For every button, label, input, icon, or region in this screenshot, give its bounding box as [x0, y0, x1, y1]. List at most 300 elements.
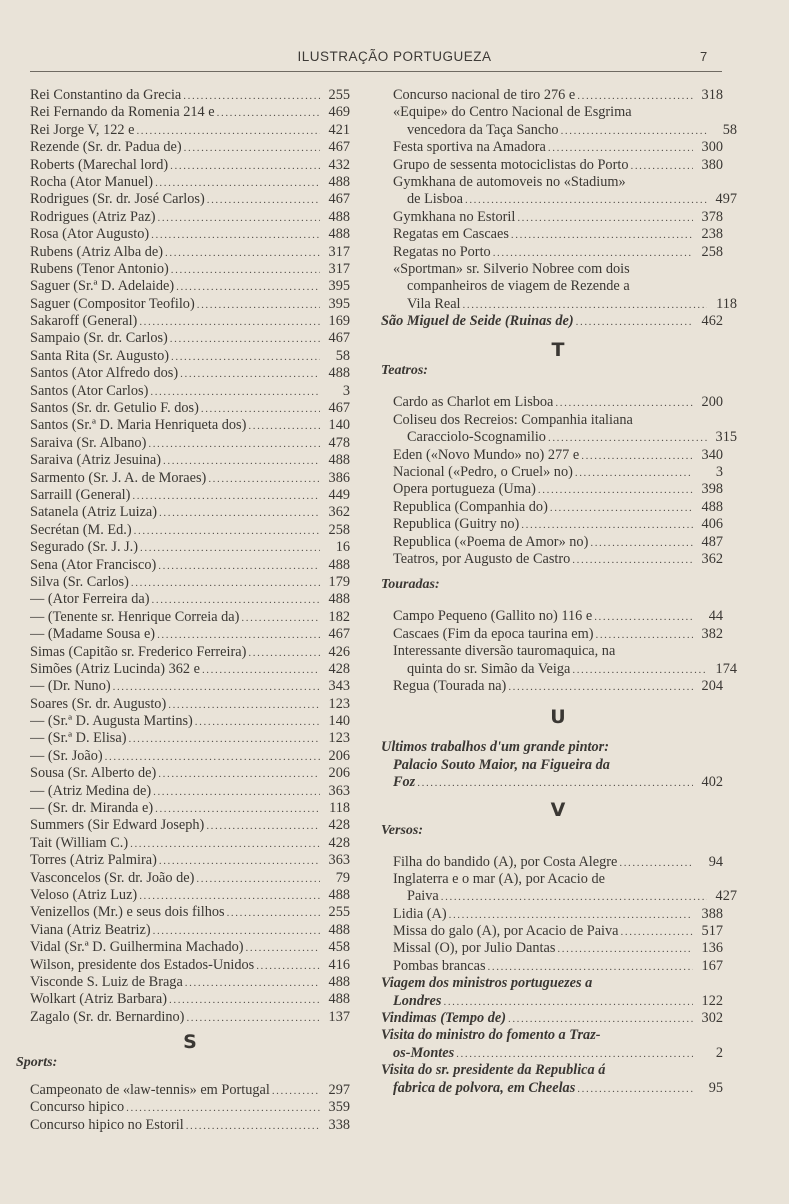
index-entry: [393, 139, 723, 156]
entry-label: Cardo as Charlot em Lisboa: [393, 394, 554, 411]
entry-page: 94: [708, 853, 723, 870]
leader-dots: [181, 88, 320, 105]
entry-label: Santos (Ator Alfredo dos): [30, 365, 179, 382]
entry-page: 123: [328, 730, 350, 747]
entry-label: Veloso (Atriz Luz): [30, 886, 138, 903]
entry-label: Sarmento (Sr. J. A. de Moraes): [30, 469, 207, 486]
index-entry: [393, 958, 723, 975]
index-entry: [30, 400, 350, 417]
leader-dots: [225, 905, 320, 922]
leader-dots: [588, 535, 693, 552]
index-entry: [393, 923, 723, 940]
leader-dots: [246, 645, 320, 662]
leader-dots: [506, 1011, 693, 1028]
index-entry: [30, 139, 350, 156]
index-entry: [30, 87, 350, 104]
entry-page: 200: [701, 394, 723, 411]
index-entry: [393, 481, 723, 498]
entry-label: Missal (O), por Julio Dantas: [393, 940, 556, 957]
index-entry: [393, 534, 723, 551]
leader-dots: [151, 784, 320, 801]
entry-label: quinta do sr. Simão da Veiga: [407, 660, 571, 677]
leader-dots: [146, 436, 320, 453]
index-entry: [393, 122, 737, 139]
leader-dots: [111, 679, 320, 696]
entry-label: Grupo de sessenta motociclistas do Porto: [393, 156, 629, 173]
entry-page: 488: [328, 921, 350, 938]
index-entry: [30, 765, 350, 782]
entry-label: Coliseu dos Recreios: Companhia italiana: [393, 411, 633, 428]
index-entry: [393, 447, 723, 464]
leader-dots: [184, 1118, 320, 1135]
leader-dots: [183, 975, 320, 992]
entry-page: 3: [715, 464, 723, 481]
section-heading-teatros: Teatros:: [381, 363, 428, 379]
section-letter-v: V: [550, 798, 566, 821]
entry-label: «Sportman» sr. Silverio Nobree com dois: [393, 260, 630, 277]
index-entry: [30, 417, 350, 434]
entry-page: 487: [701, 533, 723, 550]
entry-label: Lidia (A): [393, 905, 447, 922]
entry-label: Saguer (Compositor Teofilo): [30, 295, 195, 312]
leader-dots: [178, 366, 320, 383]
entry-page: 123: [328, 695, 350, 712]
entry-label: de Lisboa: [407, 191, 463, 208]
leader-dots: [168, 158, 320, 175]
entry-label: — (Ator Ferreira da): [30, 591, 150, 608]
leader-dots: [239, 610, 320, 627]
index-entry: [30, 904, 350, 921]
entry-page: 140: [328, 417, 350, 434]
index-entry: [30, 626, 350, 643]
leader-dots: [619, 924, 693, 941]
entry-page: 398: [701, 481, 723, 498]
entry-page: 238: [701, 226, 723, 243]
index-entry: [30, 991, 350, 1008]
index-entry: [30, 348, 350, 365]
entry-label: Santos (Sr. dr. Getulio F. dos): [30, 400, 199, 417]
leader-dots: [199, 401, 320, 418]
leader-dots: [103, 749, 320, 766]
leader-dots: [447, 907, 693, 924]
entry-label: Sena (Ator Francisco): [30, 556, 157, 573]
leader-dots: [254, 958, 320, 975]
index-entry: [30, 574, 350, 591]
entry-label: Santos (Sr.ª D. Maria Henriqueta dos): [30, 417, 247, 434]
entry-label: Saraiva (Atriz Jesuina): [30, 452, 162, 469]
entry-page: 122: [701, 992, 723, 1009]
index-entry: [30, 296, 350, 313]
entry-page: 255: [328, 87, 350, 103]
index-entry: [30, 122, 350, 139]
leader-dots: [194, 871, 320, 888]
leader-dots: [193, 714, 320, 731]
leader-dots: [195, 297, 320, 314]
leader-dots: [184, 1010, 320, 1027]
entry-page: 95: [708, 1079, 723, 1096]
entry-page: 488: [328, 173, 350, 190]
leader-dots: [200, 662, 320, 679]
entry-label: Palacio Souto Maior, na Figueira da: [393, 756, 610, 773]
entry-label: Sarraill (General): [30, 486, 131, 503]
entry-label: Caracciolo-Scognamilio: [407, 429, 546, 446]
entry-label: — (Sr. João): [30, 747, 103, 764]
leader-dots: [559, 123, 707, 140]
entry-page: 2: [715, 1044, 723, 1061]
leader-dots: [546, 140, 693, 157]
index-entry: [393, 888, 737, 905]
entry-page: 169: [328, 313, 350, 330]
leader-dots: [506, 679, 693, 696]
entry-label: Rei Constantino da Grecia: [30, 87, 182, 103]
entry-page: 488: [328, 226, 350, 243]
entry-page: 362: [701, 550, 723, 567]
entry-page: 426: [328, 643, 350, 660]
leader-dots: [124, 1100, 320, 1117]
entry-page: 167: [701, 957, 723, 974]
entry-label: Roberts (Marechal lord): [30, 156, 169, 173]
leader-dots: [486, 959, 693, 976]
entry-label: Londres: [393, 992, 442, 1009]
entry-page: 488: [328, 591, 350, 608]
leader-dots: [628, 158, 693, 175]
entry-page: 343: [328, 678, 350, 695]
section-heading-touradas: Touradas:: [381, 577, 440, 593]
index-entry: [30, 557, 350, 574]
index-entry: [393, 429, 737, 446]
index-entry: [30, 748, 350, 765]
entry-label: Republica (Companhia do): [393, 498, 548, 515]
entry-label: Visconde S. Luiz de Braga: [30, 973, 183, 990]
entry-page: 469: [328, 104, 350, 121]
entry-page: 297: [328, 1082, 350, 1099]
entry-label: Soares (Sr. dr. Augusto): [30, 695, 167, 712]
entry-label: Campo Pequeno (Gallito no) 116 e: [393, 608, 593, 625]
entry-label: Torres (Atriz Palmira): [30, 852, 157, 869]
entry-page: 317: [328, 243, 350, 260]
leader-dots: [153, 175, 320, 192]
section-letter-u: U: [550, 706, 566, 729]
entry-page: 449: [328, 486, 350, 503]
entry-label: Simas (Capitão sr. Frederico Ferreira): [30, 643, 247, 660]
entry-label: Wolkart (Atriz Barbara): [30, 991, 167, 1008]
index-entry-line: [393, 871, 723, 888]
entry-page: 395: [328, 295, 350, 312]
entry-page: 488: [328, 973, 350, 990]
index-entry: [381, 1010, 723, 1027]
entry-label: Venizellos (Mr.) e seus dois filhos: [30, 904, 225, 921]
entry-page: 300: [701, 139, 723, 156]
entry-label: — (Dr. Nuno): [30, 678, 111, 695]
index-entry: [30, 174, 350, 191]
leader-dots: [138, 540, 320, 557]
entry-page: 258: [701, 243, 723, 260]
leader-dots: [553, 395, 693, 412]
leader-dots: [246, 418, 320, 435]
index-entry: [30, 226, 350, 243]
entry-label: Rubens (Atriz Alba de): [30, 243, 164, 260]
entry-page: 478: [328, 434, 350, 451]
entry-label: Inglaterra e o mar (A), por Acacio de: [393, 870, 605, 887]
entry-page: 428: [328, 660, 350, 677]
leader-dots: [126, 731, 320, 748]
entry-page: 488: [701, 498, 723, 515]
entry-label: Eden («Novo Mundo» no) 277 e: [393, 446, 580, 463]
entry-label: Sousa (Sr. Alberto de): [30, 765, 157, 782]
entry-label: Vasconcelos (Sr. dr. João de): [30, 869, 195, 886]
leader-dots: [153, 801, 320, 818]
entry-label: — (Sr. dr. Miranda e): [30, 800, 154, 817]
leader-dots: [137, 314, 320, 331]
leader-dots: [570, 552, 693, 569]
entry-label: Teatros, por Augusto de Castro: [393, 550, 571, 567]
leader-dots: [155, 210, 320, 227]
leader-dots: [515, 210, 693, 227]
entry-page: 402: [701, 774, 723, 791]
entry-label: Viagem dos ministros portuguezes a: [381, 975, 593, 992]
entry-label: Republica (Guitry no): [393, 516, 520, 533]
leader-dots: [130, 488, 320, 505]
index-entry: [393, 464, 723, 481]
entry-page: 58: [722, 121, 737, 138]
leader-dots: [155, 627, 320, 644]
index-entry: [393, 854, 723, 871]
index-entry: [30, 261, 350, 278]
index-entry: [30, 504, 350, 521]
index-entry: [393, 394, 723, 411]
leader-dots: [454, 1046, 693, 1063]
entry-page: 206: [328, 747, 350, 764]
leader-dots: [575, 1081, 693, 1098]
index-entry: [30, 383, 350, 400]
index-entry: [30, 330, 350, 347]
entry-page: 378: [701, 208, 723, 225]
index-entry: [30, 365, 350, 382]
entry-page: 467: [328, 191, 350, 208]
index-entry: [393, 608, 723, 625]
entry-label: — (Tenente sr. Henrique Correia da): [30, 608, 240, 625]
page-title: ILUSTRAÇÃO PORTUGUEZA: [297, 49, 492, 64]
right-column: [381, 87, 737, 1097]
entry-label: Nacional («Pedro, o Cruel» no): [393, 464, 573, 481]
left-column: [16, 87, 350, 1134]
entry-page: 380: [701, 156, 723, 173]
entry-label: Concurso hipico no Estoril: [30, 1116, 184, 1133]
leader-dots: [134, 123, 320, 140]
entry-page: 140: [328, 713, 350, 730]
leader-dots: [215, 105, 320, 122]
entry-label: Silva (Sr. Carlos): [30, 573, 129, 590]
entry-label: Gymkhana de automoveis no «Stadium»: [393, 173, 626, 190]
entry-page: 204: [701, 677, 723, 694]
entry-page: 359: [328, 1099, 350, 1116]
index-entry: [30, 957, 350, 974]
leader-dots: [244, 940, 320, 957]
leader-dots: [129, 575, 320, 592]
entry-page: 363: [328, 852, 350, 869]
leader-dots: [148, 384, 320, 401]
index-entry: [30, 974, 350, 991]
entry-label: Interessante diversão tauromaquica, na: [393, 643, 616, 660]
index-entry: [393, 157, 723, 174]
leader-dots: [491, 245, 693, 262]
leader-dots: [617, 855, 693, 872]
leader-dots: [167, 992, 320, 1009]
index-entry: [30, 591, 350, 608]
leader-dots: [157, 853, 320, 870]
running-head: [0, 49, 789, 69]
entry-label: — (Atriz Medina de): [30, 782, 152, 799]
entry-label: Rosa (Ator Augusto): [30, 226, 150, 243]
entry-label: Saguer (Sr.ª D. Adelaide): [30, 278, 175, 295]
page-number: 7: [700, 49, 708, 64]
index-entry-line: [393, 412, 723, 429]
index-entry: [30, 852, 350, 869]
leader-dots: [509, 227, 693, 244]
entry-page: 427: [715, 888, 737, 905]
entry-page: 44: [708, 608, 723, 625]
index-entry-line: [381, 1062, 723, 1079]
index-entry: [393, 226, 723, 243]
entry-label: Rei Fernando da Romenia 214 e: [30, 104, 215, 121]
leader-dots: [151, 923, 320, 940]
entry-page: 458: [328, 939, 350, 956]
index-entry: [393, 906, 723, 923]
entry-page: 428: [328, 817, 350, 834]
entry-page: 428: [328, 834, 350, 851]
entry-label: Rezende (Sr. dr. Padua de): [30, 139, 182, 156]
entry-page: 395: [328, 278, 350, 295]
index-entry-line: [393, 174, 723, 191]
index-entry: [393, 940, 723, 957]
index-entry: [30, 278, 350, 295]
entry-label: Santos (Ator Carlos): [30, 382, 149, 399]
index-entry: [30, 835, 350, 852]
entry-label: companheiros de viagem de Rezende a: [407, 278, 630, 295]
entry-label: Summers (Sir Edward Joseph): [30, 817, 205, 834]
entry-label: Rodrigues (Atriz Paz): [30, 208, 156, 225]
entry-page: 206: [328, 765, 350, 782]
leader-dots: [128, 836, 320, 853]
entry-page: 302: [701, 1010, 723, 1027]
entry-label: Rei Jorge V, 122 e: [30, 121, 135, 138]
leader-dots: [574, 314, 693, 331]
entry-label: Rocha (Ator Manuel): [30, 173, 154, 190]
leader-dots: [441, 994, 693, 1011]
entry-page: 388: [701, 905, 723, 922]
entry-page: 255: [328, 904, 350, 921]
entry-page: 79: [335, 869, 350, 886]
entry-page: 315: [715, 429, 737, 446]
entry-label: Sakaroff (General): [30, 313, 138, 330]
entry-label: — (Sr.ª D. Elisa): [30, 730, 127, 747]
section-letter-s: S: [183, 1031, 197, 1054]
index-entry: [30, 1117, 350, 1134]
index-entry-line: [381, 739, 723, 756]
index-entry: [30, 487, 350, 504]
entry-label: Rodrigues (Sr. dr. José Carlos): [30, 191, 205, 208]
entry-page: 462: [701, 313, 723, 330]
index-entry: [30, 452, 350, 469]
entry-page: 488: [328, 208, 350, 225]
leader-dots: [573, 465, 693, 482]
entry-page: 488: [328, 886, 350, 903]
entry-label: Pombas brancas: [393, 957, 486, 974]
leader-dots: [536, 482, 693, 499]
entry-page: 517: [701, 923, 723, 940]
index-entry: [30, 783, 350, 800]
entry-label: Concurso hipico: [30, 1099, 125, 1116]
entry-label: vencedora da Taça Sancho: [407, 121, 559, 138]
index-entry: [30, 104, 350, 121]
index-entry: [30, 644, 350, 661]
entry-label: Vila Real: [407, 295, 461, 312]
entry-label: Festa sportiva na Amadora: [393, 139, 546, 156]
entry-label: Regatas em Cascaes: [393, 226, 509, 243]
index-entry: [30, 313, 350, 330]
entry-label: Visita do sr. presidente da Republica á: [381, 1062, 606, 1079]
entry-page: 363: [328, 782, 350, 799]
section-heading-versos: Versos:: [381, 822, 424, 838]
index-entry: [30, 870, 350, 887]
entry-label: Missa do galo (A), por Acacio de Paiva: [393, 923, 619, 940]
entry-label: São Miguel de Seide (Ruinas de): [381, 313, 574, 330]
index-entry: [30, 887, 350, 904]
index-entry: [30, 800, 350, 817]
index-entry: [30, 1082, 350, 1099]
entry-page: 467: [328, 330, 350, 347]
entry-label: Simões (Atriz Lucinda) 362 e: [30, 660, 200, 677]
leader-dots: [461, 297, 707, 314]
entry-label: Segurado (Sr. J. J.): [30, 539, 139, 556]
index-entry: [393, 774, 723, 791]
index-entry: [30, 661, 350, 678]
index-entry: [30, 157, 350, 174]
index-entry: [30, 678, 350, 695]
entry-page: 137: [328, 1008, 350, 1025]
index-entry: [393, 678, 723, 695]
entry-page: 317: [328, 260, 350, 277]
entry-page: 58: [335, 347, 350, 364]
leader-dots: [168, 331, 320, 348]
index-entry: [393, 661, 737, 678]
entry-page: 16: [335, 539, 350, 556]
entry-label: Visita do ministro do fomento a Traz-: [381, 1027, 601, 1044]
index-entry: [381, 313, 723, 330]
entry-label: — (Madame Sousa e): [30, 626, 156, 643]
leader-dots: [205, 192, 320, 209]
entry-page: 488: [328, 991, 350, 1008]
index-entry: [30, 244, 350, 261]
leader-dots: [548, 500, 693, 517]
entry-label: Filha do bandido (A), por Costa Alegre: [393, 853, 618, 870]
entry-page: 318: [701, 87, 723, 103]
entry-label: fabrica de polvora, em Cheelas: [393, 1079, 576, 1096]
leader-dots: [169, 262, 320, 279]
entry-label: Vindimas (Tempo de): [381, 1010, 506, 1027]
index-entry: [393, 993, 723, 1010]
leader-dots: [166, 697, 320, 714]
entry-label: Santa Rita (Sr. Augusto): [30, 347, 169, 364]
leader-dots: [137, 888, 320, 905]
leader-dots: [157, 505, 320, 522]
entry-label: Regua (Tourada na): [393, 677, 507, 694]
leader-dots: [463, 192, 707, 209]
leader-dots: [204, 818, 320, 835]
leader-dots: [546, 430, 707, 447]
leader-dots: [555, 941, 693, 958]
entry-page: 258: [328, 521, 350, 538]
